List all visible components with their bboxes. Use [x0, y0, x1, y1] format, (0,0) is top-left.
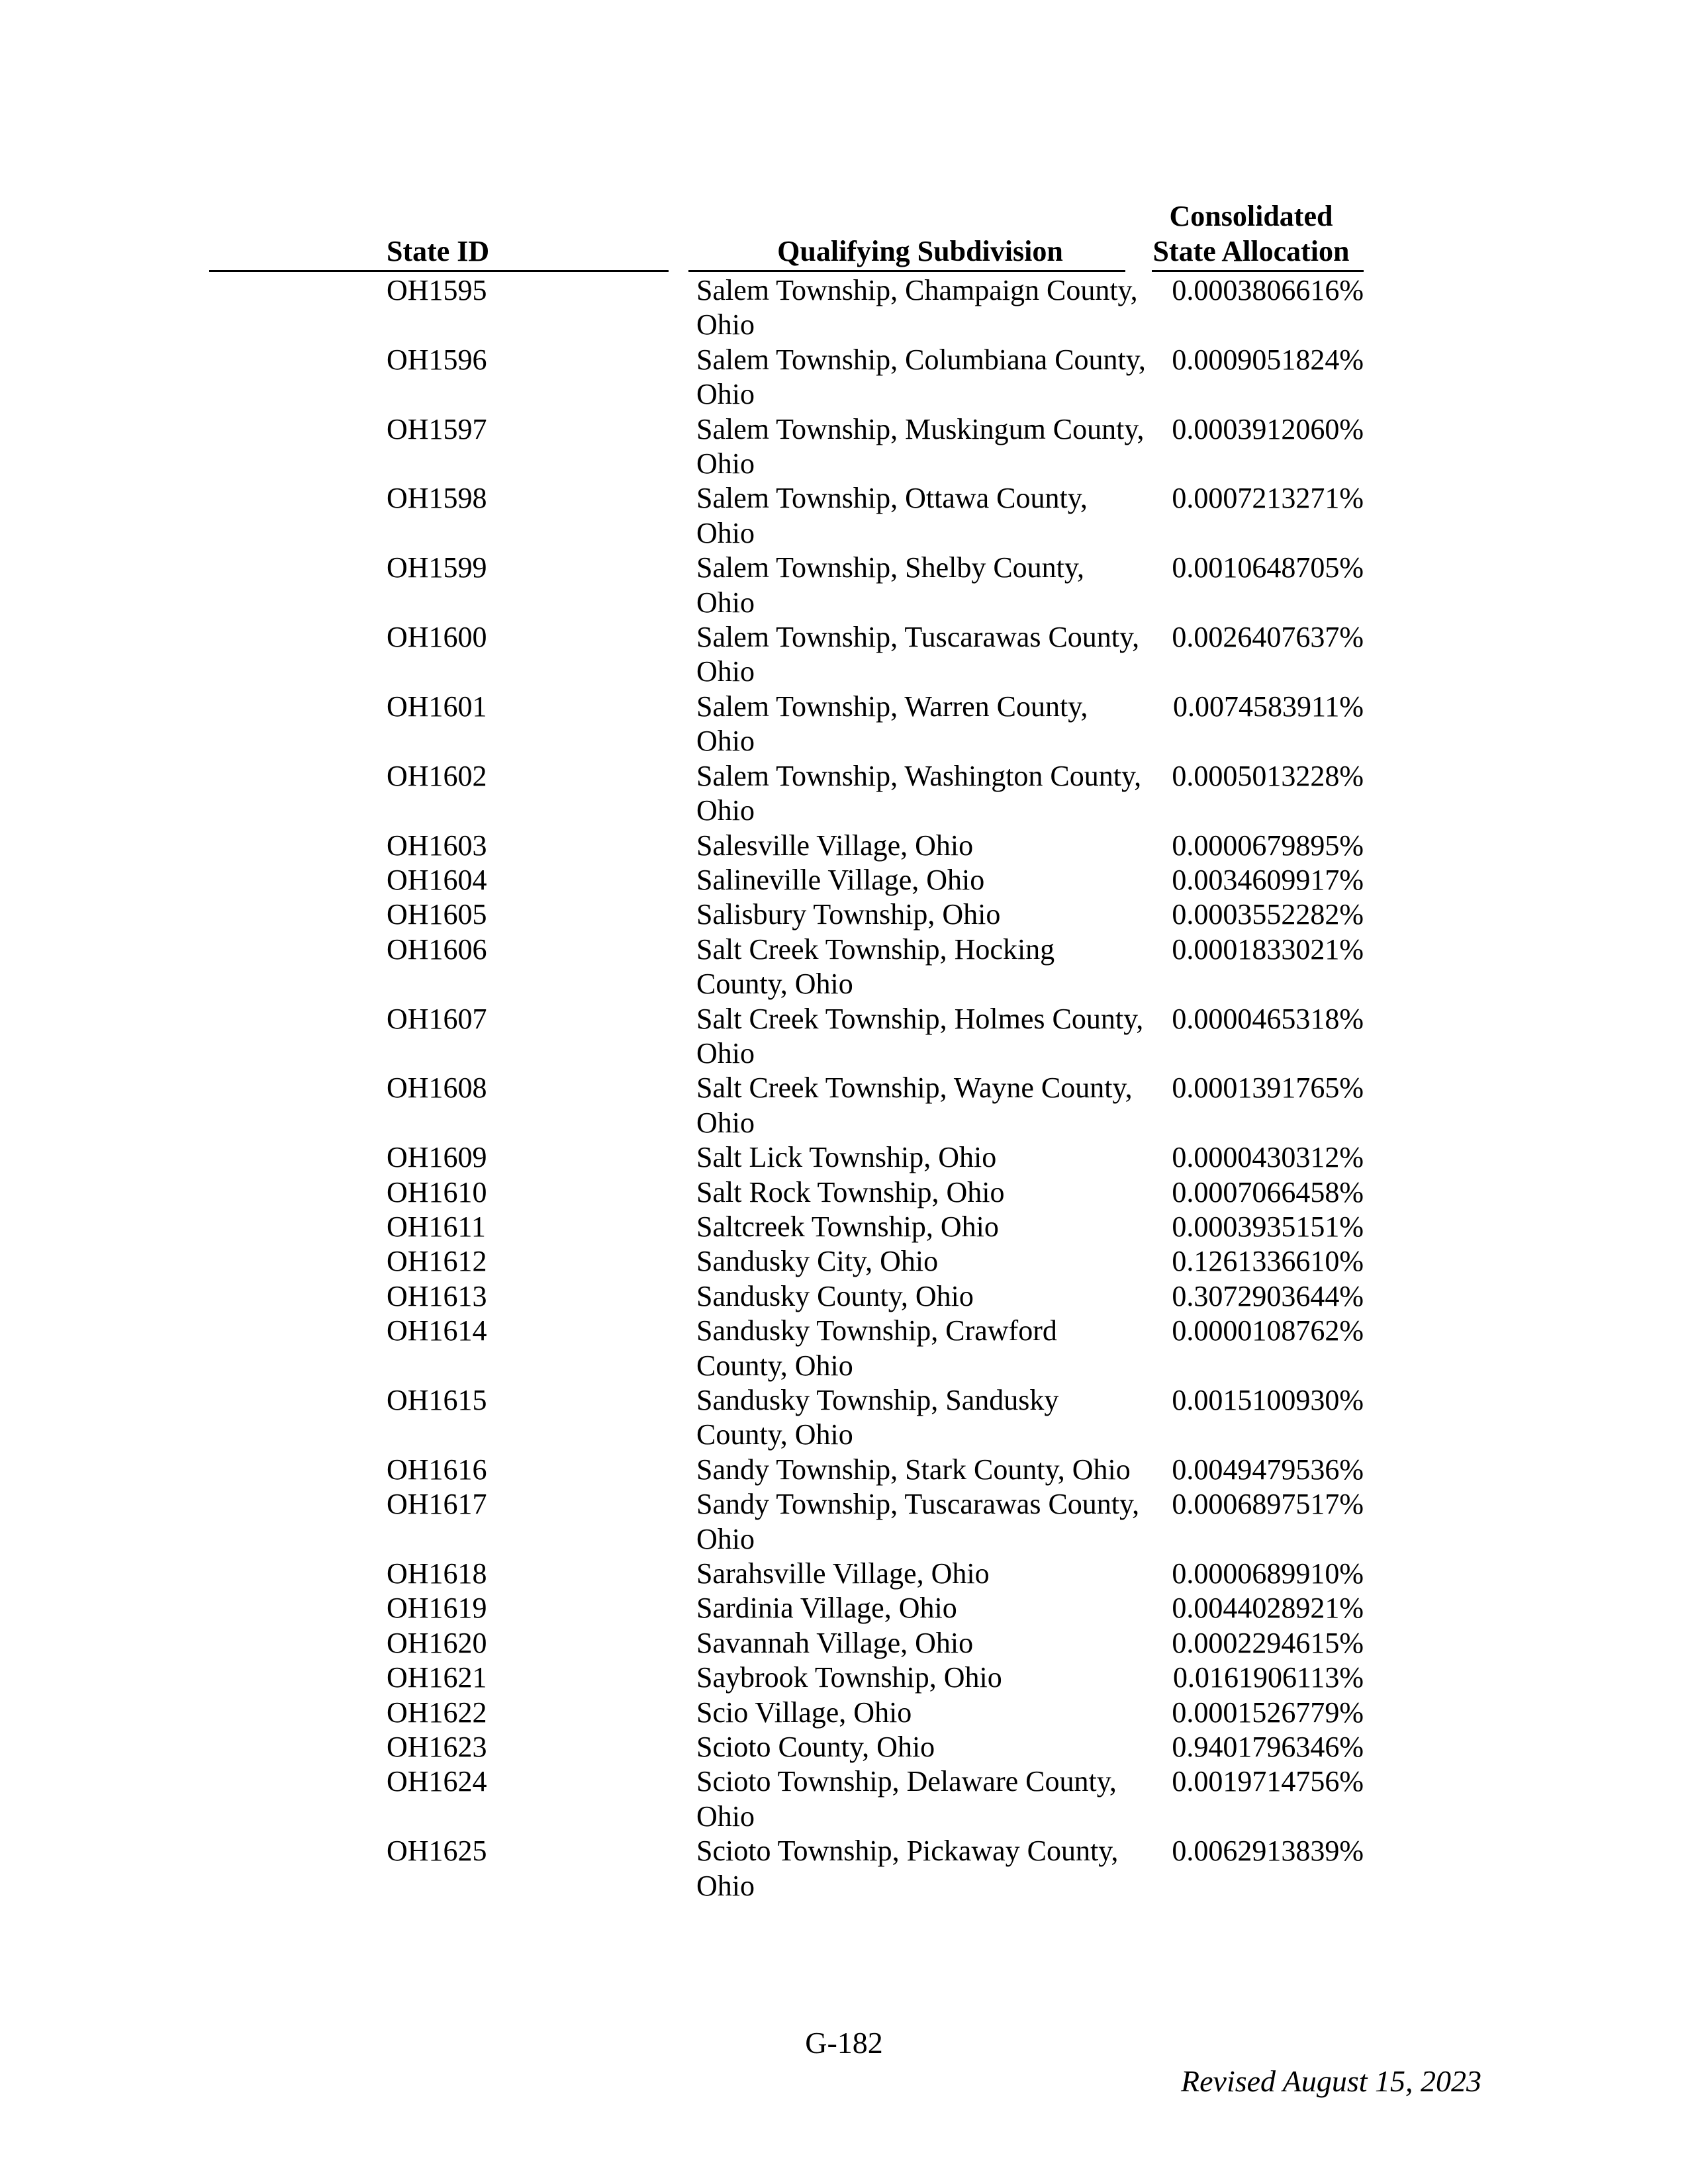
allocation-cell: 0.0002294615% — [1172, 1626, 1364, 1659]
allocation-cell: 0.0015100930% — [1172, 1384, 1364, 1416]
subdivision-cell: Scioto Township, Delaware County, Ohio — [696, 1765, 1117, 1833]
state-id-cell: OH1625 — [387, 1835, 487, 1868]
table-row — [0, 551, 1688, 620]
subdivision-cell: Sandusky City, Ohio — [696, 1245, 939, 1278]
state-id-cell: OH1602 — [387, 759, 487, 792]
allocation-cell: 0.0003935151% — [1172, 1210, 1364, 1243]
table-row — [0, 481, 1688, 551]
table-row — [0, 1383, 1688, 1453]
subdivision-cell: Salineville Village, Ohio — [696, 863, 985, 896]
allocation-cell: 0.0003912060% — [1172, 412, 1364, 445]
subdivision-cell: Salem Township, Washington County, Ohio — [696, 759, 1142, 827]
subdivision-cell: Sandusky County, Ohio — [696, 1279, 974, 1312]
table-row — [0, 1730, 1688, 1764]
allocation-cell: 0.0019714756% — [1172, 1765, 1364, 1798]
subdivision-cell: Sardinia Village, Ohio — [696, 1592, 957, 1625]
subdivision-cell: Scioto Township, Pickaway County, Ohio — [696, 1835, 1119, 1902]
allocation-cell: 0.0161906113% — [1172, 1661, 1364, 1694]
allocation-cell: 0.0000430312% — [1172, 1141, 1364, 1174]
state-id-cell: OH1596 — [387, 343, 487, 376]
table-row — [0, 1071, 1688, 1140]
allocation-cell: 0.0006897517% — [1172, 1488, 1364, 1521]
table-row — [0, 1661, 1688, 1695]
state-id-cell: OH1609 — [387, 1141, 487, 1174]
state-id-cell: OH1608 — [387, 1071, 487, 1105]
state-id-cell: OH1600 — [387, 621, 487, 654]
state-id-cell: OH1620 — [387, 1626, 487, 1659]
state-id-cell: OH1611 — [387, 1210, 486, 1243]
state-id-cell: OH1604 — [387, 863, 487, 896]
state-id-cell: OH1603 — [387, 829, 487, 862]
table-row — [0, 690, 1688, 759]
allocation-cell: 0.0005013228% — [1172, 759, 1364, 792]
subdivision-cell: Saltcreek Township, Ohio — [696, 1210, 999, 1243]
header-rule-state-id — [209, 270, 669, 272]
table-row — [0, 1314, 1688, 1383]
state-id-cell: OH1618 — [387, 1557, 487, 1590]
subdivision-cell: Sandy Township, Stark County, Ohio — [696, 1453, 1131, 1486]
page-number: G-182 — [805, 2026, 883, 2060]
state-id-cell: OH1624 — [387, 1765, 487, 1798]
table-row — [0, 897, 1688, 932]
allocation-cell: 0.0003552282% — [1172, 898, 1364, 931]
table-row — [0, 1487, 1688, 1557]
subdivision-cell: Savannah Village, Ohio — [696, 1626, 974, 1659]
state-id-cell: OH1595 — [387, 274, 487, 306]
allocation-table-body — [0, 273, 1688, 1903]
allocation-cell: 0.0007213271% — [1172, 482, 1364, 515]
state-id-cell: OH1614 — [387, 1314, 487, 1347]
subdivision-cell: Saybrook Township, Ohio — [696, 1661, 1002, 1694]
table-row — [0, 1002, 1688, 1071]
state-id-cell: OH1616 — [387, 1453, 487, 1486]
allocation-cell: 0.0026407637% — [1172, 621, 1364, 654]
subdivision-cell: Sandy Township, Tuscarawas County, Ohio — [696, 1488, 1140, 1555]
allocation-cell: 0.0003806616% — [1172, 274, 1364, 306]
allocation-cell: 0.0009051824% — [1172, 343, 1364, 376]
table-row — [0, 1591, 1688, 1625]
table-row — [0, 1210, 1688, 1244]
revised-date: Revised August 15, 2023 — [1181, 2064, 1481, 2098]
state-id-cell: OH1619 — [387, 1592, 487, 1625]
allocation-cell: 0.0001391765% — [1172, 1071, 1364, 1105]
subdivision-cell: Salem Township, Ottawa County, Ohio — [696, 482, 1088, 549]
subdivision-cell: Salem Township, Champaign County, Ohio — [696, 274, 1138, 341]
table-row — [0, 759, 1688, 829]
state-id-cell: OH1606 — [387, 933, 487, 966]
state-id-cell: OH1613 — [387, 1279, 487, 1312]
header-state-id: State ID — [387, 235, 490, 267]
subdivision-cell: Sarahsville Village, Ohio — [696, 1557, 990, 1590]
state-id-cell: OH1617 — [387, 1488, 487, 1521]
allocation-cell: 0.1261336610% — [1172, 1245, 1364, 1278]
allocation-cell: 0.0062913839% — [1172, 1835, 1364, 1868]
table-row — [0, 1557, 1688, 1591]
header-consolidated-state-allocation — [1145, 199, 1357, 269]
allocation-cell: 0.0001526779% — [1172, 1696, 1364, 1729]
subdivision-cell: Sandusky Township, Crawford County, Ohio — [696, 1314, 1057, 1382]
table-row — [0, 1696, 1688, 1730]
subdivision-cell: Salt Creek Township, Holmes County, Ohio — [696, 1002, 1144, 1069]
allocation-cell: 0.0000108762% — [1172, 1314, 1364, 1347]
subdivision-cell: Salt Creek Township, Hocking County, Ohio — [696, 933, 1055, 1001]
subdivision-cell: Salesville Village, Ohio — [696, 829, 974, 862]
allocation-cell: 0.0000679895% — [1172, 829, 1364, 862]
header-rule-subdivision — [688, 270, 1125, 272]
allocation-cell: 0.0000465318% — [1172, 1002, 1364, 1035]
table-row — [0, 863, 1688, 897]
table-row — [0, 620, 1688, 690]
state-id-cell: OH1621 — [387, 1661, 487, 1694]
state-id-cell: OH1599 — [387, 551, 487, 584]
table-row — [0, 829, 1688, 863]
subdivision-cell: Salem Township, Shelby County, Ohio — [696, 551, 1085, 619]
state-id-cell: OH1622 — [387, 1696, 487, 1729]
table-row — [0, 1453, 1688, 1487]
state-id-cell: OH1623 — [387, 1731, 487, 1764]
allocation-cell: 0.0001833021% — [1172, 933, 1364, 966]
table-row — [0, 412, 1688, 482]
subdivision-cell: Salt Rock Township, Ohio — [696, 1175, 1005, 1208]
subdivision-cell: Scio Village, Ohio — [696, 1696, 912, 1729]
table-row — [0, 1626, 1688, 1661]
header-allocation-line2: State Allocation — [1152, 235, 1350, 267]
subdivision-cell: Salem Township, Muskingum County, Ohio — [696, 412, 1145, 480]
allocation-cell: 0.0034609917% — [1172, 863, 1364, 896]
subdivision-cell: Salt Creek Township, Wayne County, Ohio — [696, 1071, 1133, 1139]
subdivision-cell: Sandusky Township, Sandusky County, Ohio — [696, 1384, 1059, 1451]
subdivision-cell: Salem Township, Warren County, Ohio — [696, 690, 1088, 758]
subdivision-cell: Salem Township, Tuscarawas County, Ohio — [696, 621, 1140, 688]
state-id-cell: OH1605 — [387, 898, 487, 931]
allocation-cell: 0.0007066458% — [1172, 1175, 1364, 1208]
table-row — [0, 1279, 1688, 1314]
header-qualifying-subdivision: Qualifying Subdivision — [777, 235, 1063, 267]
subdivision-cell: Salem Township, Columbiana County, Ohio — [696, 343, 1146, 411]
allocation-cell: 0.9401796346% — [1172, 1731, 1364, 1764]
allocation-cell: 0.3072903644% — [1172, 1279, 1364, 1312]
state-id-cell: OH1597 — [387, 412, 487, 445]
table-row — [0, 343, 1688, 412]
allocation-cell: 0.0049479536% — [1172, 1453, 1364, 1486]
subdivision-cell: Scioto County, Ohio — [696, 1731, 935, 1764]
state-id-cell: OH1598 — [387, 482, 487, 515]
state-id-cell: OH1601 — [387, 690, 487, 723]
allocation-cell: 0.0044028921% — [1172, 1592, 1364, 1625]
table-row — [0, 1764, 1688, 1834]
state-id-cell: OH1612 — [387, 1245, 487, 1278]
header-allocation-line1: Consolidated — [1169, 200, 1333, 232]
subdivision-cell: Salt Lick Township, Ohio — [696, 1141, 997, 1174]
table-row — [0, 273, 1688, 343]
allocation-cell: 0.0000689910% — [1172, 1557, 1364, 1590]
allocation-cell: 0.0074583911% — [1172, 690, 1364, 723]
table-row — [0, 1834, 1688, 1903]
state-id-cell: OH1610 — [387, 1175, 487, 1208]
subdivision-cell: Salisbury Township, Ohio — [696, 898, 1001, 931]
table-row — [0, 1244, 1688, 1279]
allocation-cell: 0.0010648705% — [1172, 551, 1364, 584]
state-id-cell: OH1615 — [387, 1384, 487, 1416]
table-row — [0, 933, 1688, 1002]
table-row — [0, 1140, 1688, 1175]
header-rule-allocation — [1152, 270, 1364, 272]
state-id-cell: OH1607 — [387, 1002, 487, 1035]
table-row — [0, 1175, 1688, 1210]
